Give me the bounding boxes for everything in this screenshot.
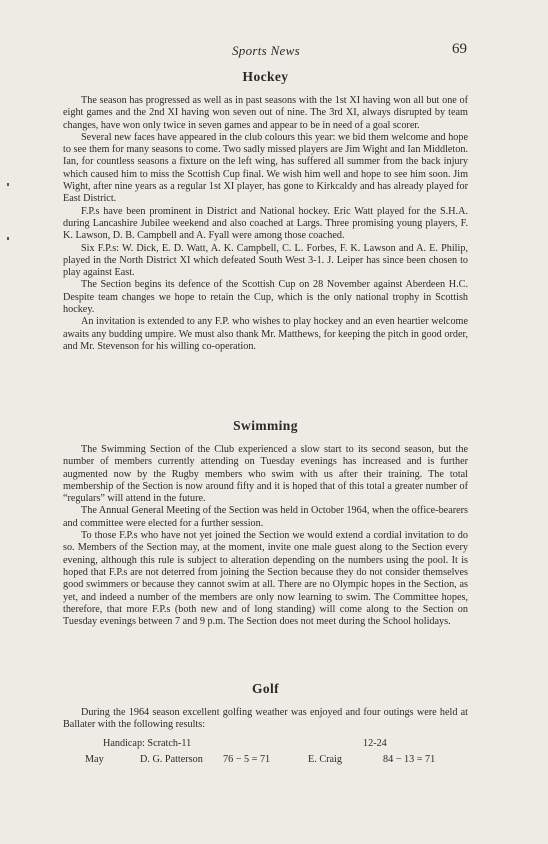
paragraph: F.P.s have been prominent in District and National hockey. Eric Watt played for the S.H.A. during Lancashire Jubilee weekend and also coached at Largs. Three promising young players, F. K. Lawson, D. B. Campbell and A. Fyall were among those coached. <box>63 205 468 242</box>
hockey-title: Hockey <box>242 69 289 84</box>
result-winner-a: D. G. Patterson <box>140 753 203 765</box>
margin-mark <box>7 183 9 186</box>
paragraph: Several new faces have appeared in the club colours this year: we bid them welcome and hope to see them for many seasons to come. Two sadly missed players are Jim Wight and Ian Middleton. Ian, for countless seasons a fixture on the left wing, has suffered all summer from the back injury which caused him to miss the Scottish Cup final. We wish him well and hope to see him soon. Jim Wight, after nine years as a regular 1st XI player, has gone to Kirkcaldy and has already played for East District. <box>63 131 468 205</box>
result-winner-b: E. Craig <box>308 753 342 765</box>
paragraph: The Section begins its defence of the Scottish Cup on 28 November against Aberdeen H.C. Despite team changes we hope to retain the Cup, which is the only national trophy in Scottish hockey. <box>63 279 468 316</box>
handicap-label: Handicap: Scratch-11 <box>103 737 192 749</box>
result-score-a: 76 − 5 = 71 <box>223 753 271 765</box>
golf-result-row <box>63 754 468 770</box>
paragraph: An invitation is extended to any F.P. who wishes to play hockey and an even heartier welcome awaits any budding umpire. We must also thank Mr. Matthews, for keeping the pitch in good order, and Mr. Stevenson for his willing co-operation. <box>63 316 468 352</box>
golf-section <box>63 681 468 770</box>
page-number: 69 <box>452 41 467 57</box>
paragraph: The Swimming Section of the Club experienced a slow start to its second season, but the number of members currently attending on Tuesday evenings has increased and is further augmented now by the Rugby members who swim with us after their training. The total membership of the Section is now around fifty and it is hoped that of this total a greater number of “regulars” will attend in the future. <box>63 444 468 505</box>
golf-intro: During the 1964 season excellent golfing weather was enjoyed and four outings were held at Ballater with the following results: <box>63 707 468 731</box>
paragraph: The Annual General Meeting of the Section was held in October 1964, when the office-bearers and committee were elected for a further session. <box>63 505 468 529</box>
swimming-title: Swimming <box>233 418 298 433</box>
golf-title: Golf <box>251 681 280 696</box>
handicap-range: 12-24 <box>363 737 387 749</box>
paragraph: Six F.P.s: W. Dick, E. D. Watt, A. K. Campbell, C. L. Forbes, F. K. Lawson and A. E. Philip, played in the North District XI which defeated South West 3-1. J. Leiper has since been chosen to play against East. <box>63 242 468 279</box>
result-score-b: 84 − 13 = 71 <box>383 753 436 765</box>
swimming-section <box>63 418 468 628</box>
paragraph: The season has progressed as well as in past seasons with the 1st XI having won all but one of eight games and the 2nd XI having won seven out of nine. The 3rd XI, always disrupted by team changes, have won only twice in seven games and appear to be in need of a goal scorer. <box>63 95 468 131</box>
margin-mark <box>7 237 9 240</box>
running-title: Sports News <box>232 43 300 58</box>
hockey-section <box>63 69 468 353</box>
golf-handicap-row <box>63 738 468 754</box>
paragraph: To those F.P.s who have not yet joined the Section we would extend a cordial invitation to do so. Members of the Section may, at the moment, invite one male guest along to the Section every evening, although this rule is subject to alteration depending on the numbers using the pool. It is hoped that F.P.s are not deterred from joining the Section because they do not consider themselves good swimmers or because they cannot swim at all. There are no Olympic hopes in the Section, as yet, and indeed a number of the members are only now learning to swim. The Committee hopes, therefore, that more F.P.s (both new and of long standing) will come along to the Section on Tuesday evenings between 7 and 9 p.m. The Section does not meet during the School holidays. <box>63 530 468 628</box>
result-month: May <box>85 753 104 765</box>
